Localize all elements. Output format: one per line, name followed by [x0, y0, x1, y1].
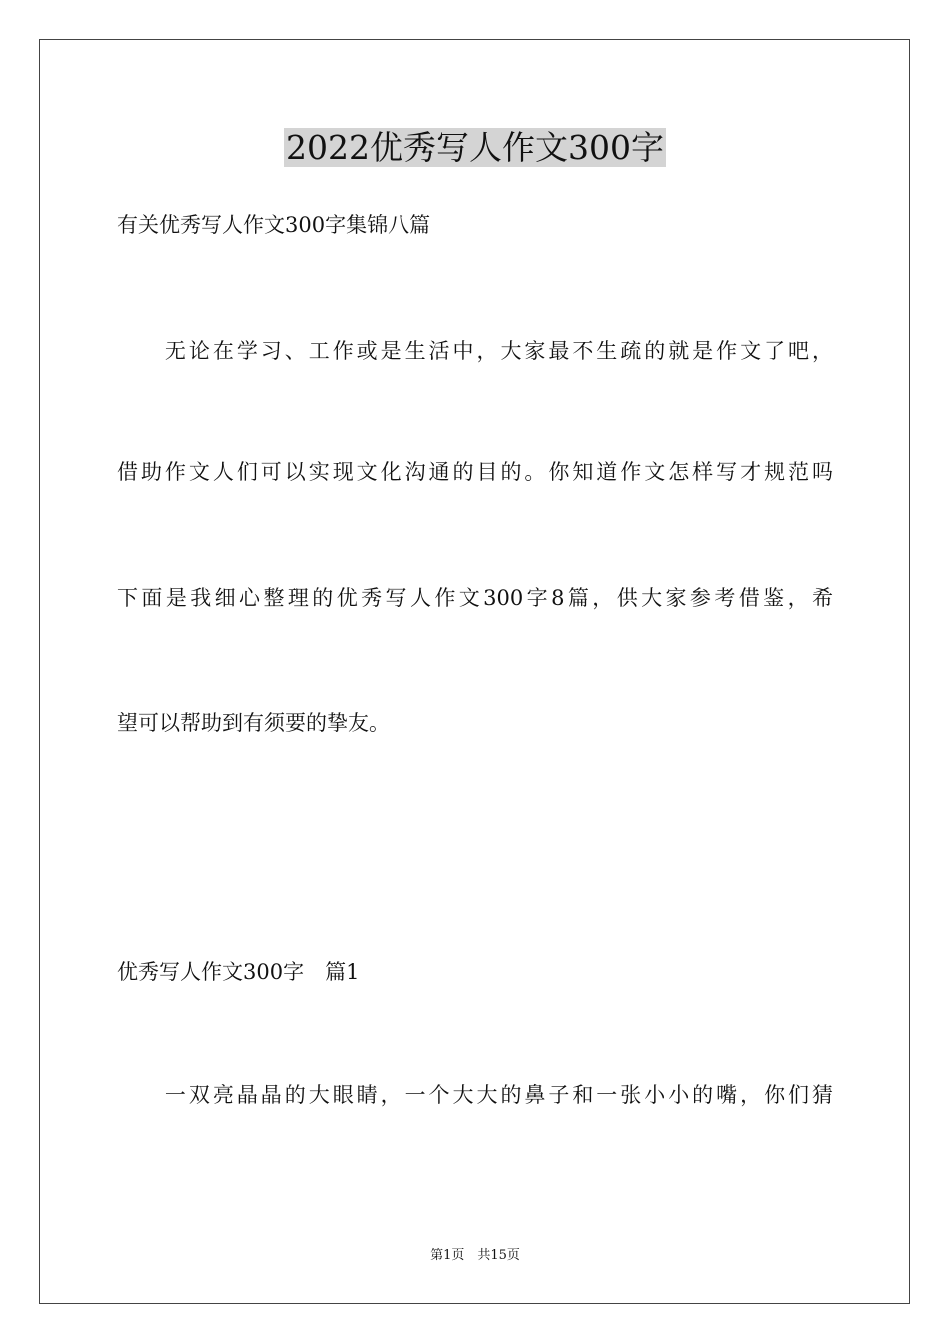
document-subtitle: 有关优秀写人作文300字集锦八篇	[117, 213, 431, 237]
document-title-text: 2022优秀写人作文300字	[286, 128, 664, 167]
intro-line-4: 望可以帮助到有须要的挚友。	[117, 711, 390, 735]
section-heading: 优秀写人作文300字 篇1	[117, 960, 360, 984]
intro-line-3: 下面是我细心整理的优秀写人作文300字8篇，供大家参考借鉴，希	[117, 586, 833, 610]
section-line-1: 一双亮晶晶的大眼睛，一个大大的鼻子和一张小小的嘴，你们猜	[117, 1083, 833, 1107]
intro-line-1: 无论在学习、工作或是生活中，大家最不生疏的就是作文了吧，	[117, 339, 833, 363]
page-number-footer: 第1页 共15页	[430, 1248, 520, 1263]
intro-line-2: 借助作文人们可以实现文化沟通的目的。你知道作文怎样写才规范吗	[117, 460, 833, 484]
document-title	[0, 126, 950, 170]
